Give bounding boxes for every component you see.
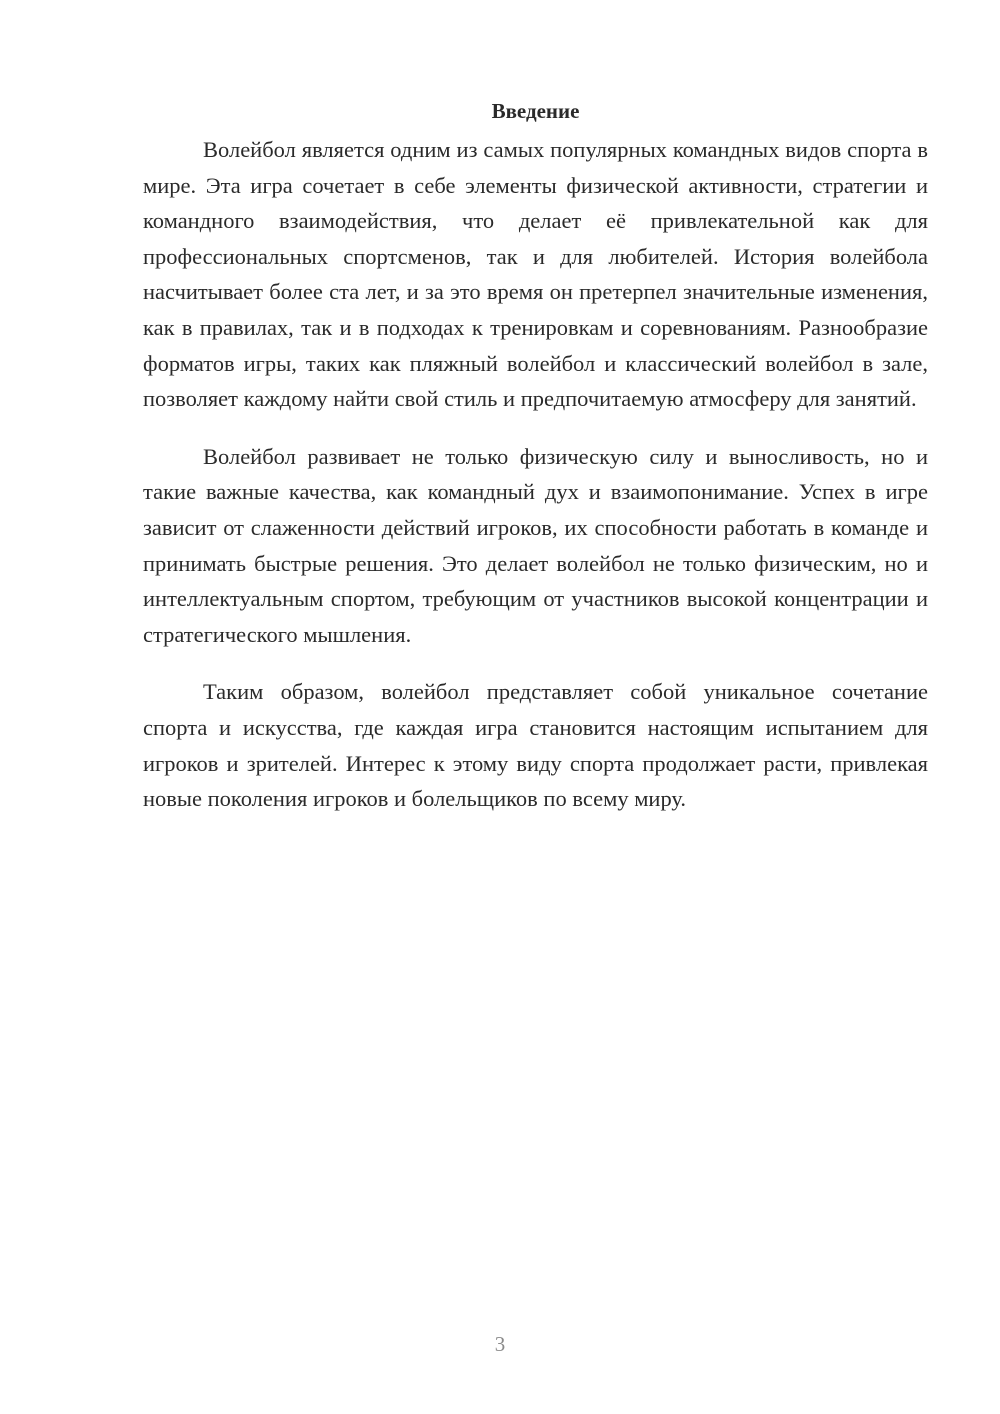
page-number: 3 xyxy=(494,1332,506,1356)
paragraph-2: Волейбол развивает не только физическую силу и выносливость, но и такие важные качества, как командный дух и взаимопонимание. Успех в игре зависит от слаженности действий игроков, их способности работать в команде и принимать быстрые решения. Это делает волейбол не только физическим, но и интеллектуальным спортом, требующим от участников высокой концентрации и стратегического мышления. xyxy=(143,443,928,647)
paragraph-3: Таким образом, волейбол представляет собой уникальное сочетание спорта и искусства, где каждая игра становится настоящим испытанием для игроков и зрителей. Интерес к этому виду спорта продолжает расти, привлекая новые поколения игроков и болельщиков по всему миру. xyxy=(143,679,928,812)
paragraph-1: Волейбол является одним из самых популярных командных видов спорта в мире. Эта игра сочетает в себе элементы физической активности, стратегии и командного взаимодействия, что делает её привлекательной как для профессиональных спортсменов, так и для любителей. История волейбола насчитывает более ста лет, и за это время он претерпел значительные изменения, как в правилах, так и в подходах к тренировкам и соревнованиям. Разнообразие форматов игры, таких как пляжный волейбол и классический волейбол в зале, позволяет каждому найти свой стиль и предпочитаемую атмосферу для занятий. xyxy=(143,137,928,412)
section-title: Введение xyxy=(491,99,580,123)
page-content xyxy=(143,94,928,839)
